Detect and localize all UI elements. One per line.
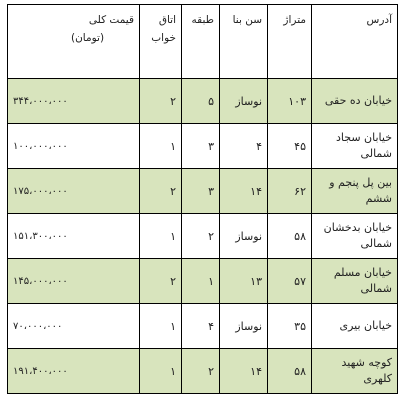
cell-bedrooms: ۲ [140,169,182,214]
table-row [8,349,398,394]
header-address: آدرس [312,5,398,79]
cell-age: ۱۴ [220,169,268,214]
header-floor: طبقه [182,5,220,79]
cell-bedrooms: ۲ [140,259,182,304]
cell-age: ۴ [220,124,268,169]
cell-price: ۱۴۵،۰۰۰،۰۰۰ [8,259,140,304]
cell-area: ۵۸ [268,349,312,394]
cell-floor: ۳ [182,169,220,214]
cell-address: کوچه شهید کلهری [312,349,398,394]
cell-address: خیابان بدخشان شمالی [312,214,398,259]
header-price-unit: (تومان) [71,32,105,44]
cell-price: ۱۷۵،۰۰۰،۰۰۰ [8,169,140,214]
cell-age: نوساز [220,214,268,259]
cell-floor: ۴ [182,304,220,349]
cell-age: ۱۳ [220,259,268,304]
table-row [8,259,398,304]
cell-floor: ۵ [182,79,220,124]
cell-address: خیابان سجاد شمالی [312,124,398,169]
table-row [8,214,398,259]
cell-address: بین پل پنجم و ششم [312,169,398,214]
header-price [8,5,140,79]
cell-bedrooms: ۲ [140,79,182,124]
cell-floor: ۲ [182,349,220,394]
cell-floor: ۳ [182,124,220,169]
cell-area: ۱۰۳ [268,79,312,124]
cell-price: ۱۵۱،۳۰۰،۰۰۰ [8,214,140,259]
table-row [8,79,398,124]
cell-floor: ۱ [182,259,220,304]
cell-floor: ۲ [182,214,220,259]
cell-age: ۱۴ [220,349,268,394]
header-bedrooms: اتاق خواب [140,5,182,79]
cell-age: نوساز [220,304,268,349]
header-price-label: قیمت کلی [88,14,134,26]
cell-area: ۵۸ [268,214,312,259]
cell-address: خیابان ده حقی [312,79,398,124]
cell-price: ۱۰۰،۰۰۰،۰۰۰ [8,124,140,169]
cell-bedrooms: ۱ [140,349,182,394]
cell-price: ۷۰،۰۰۰،۰۰۰ [8,304,140,349]
cell-bedrooms: ۱ [140,304,182,349]
header-area: متراژ [268,5,312,79]
header-row [8,5,398,79]
cell-price: ۳۴۴،۰۰۰،۰۰۰ [8,79,140,124]
table-row [8,304,398,349]
property-listing-table [7,4,398,394]
listing-table-container [7,4,397,394]
cell-area: ۳۵ [268,304,312,349]
cell-price: ۱۹۱،۴۰۰،۰۰۰ [8,349,140,394]
cell-address: خیابان بیری [312,304,398,349]
cell-address: خیابان مسلم شمالی [312,259,398,304]
header-age: سن بنا [220,5,268,79]
cell-age: نوساز [220,79,268,124]
table-row [8,124,398,169]
cell-area: ۴۵ [268,124,312,169]
cell-area: ۵۷ [268,259,312,304]
cell-area: ۶۲ [268,169,312,214]
cell-bedrooms: ۱ [140,214,182,259]
cell-bedrooms: ۱ [140,124,182,169]
table-row [8,169,398,214]
